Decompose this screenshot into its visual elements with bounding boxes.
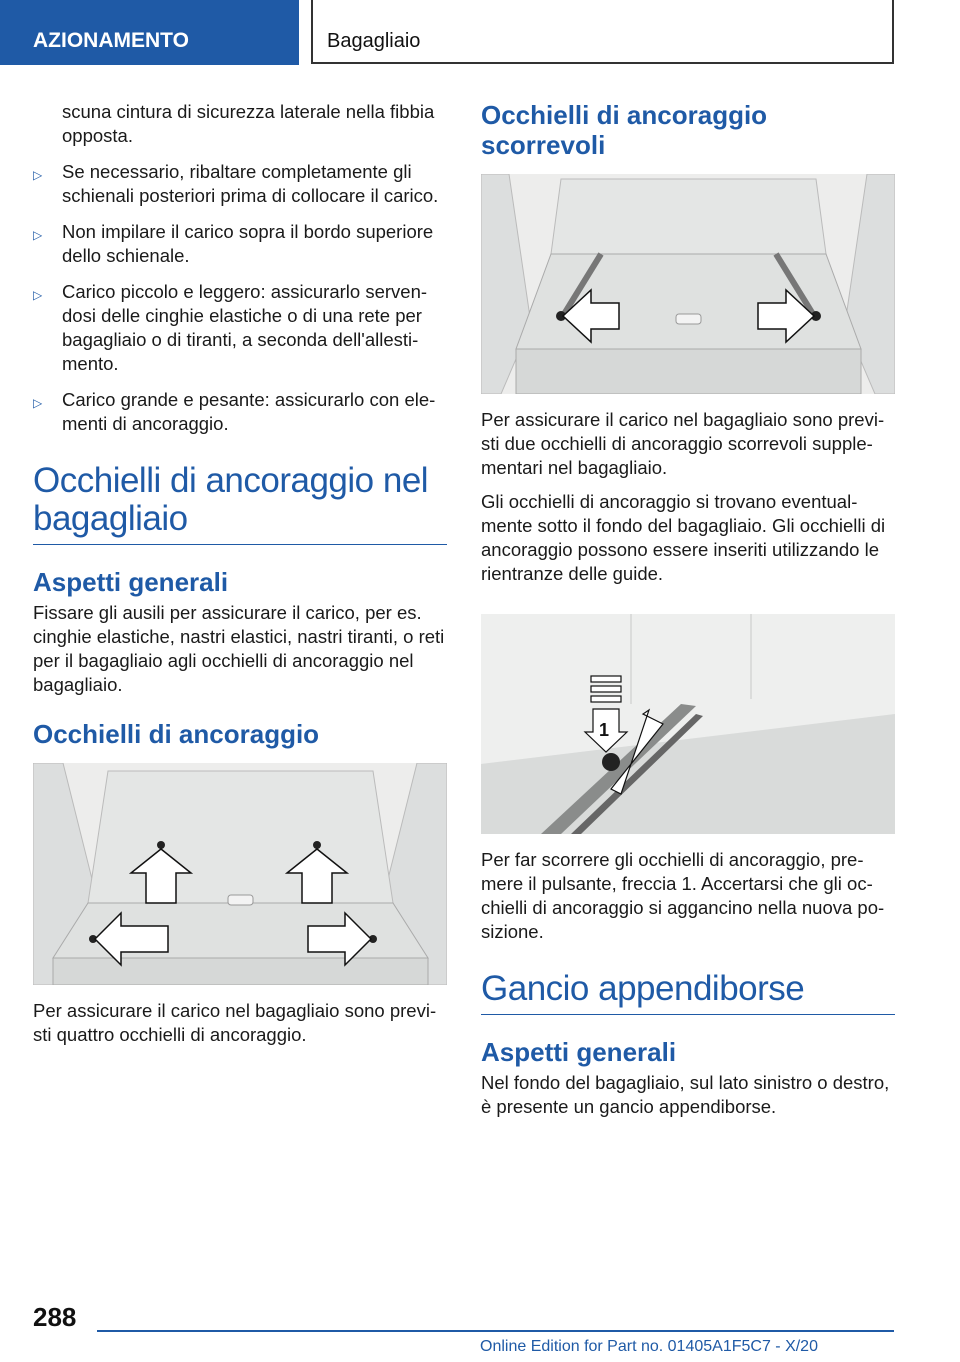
paragraph: Per far scorrere gli occhielli di ancoraggio, premere il pulsante, freccia 1. Accertarsi che gli occhielli di ancoraggio si aggancino nella nuova posizione. <box>481 849 885 942</box>
triangle-right-icon: ▷ <box>33 396 43 410</box>
triangle-right-icon: ▷ <box>33 228 43 242</box>
triangle-right-icon: ▷ <box>33 288 43 302</box>
sliding-anchor-illustration <box>481 174 895 394</box>
paragraph: Per assicurare il carico nel bagagliaio sono previsti quattro occhielli di ancoraggio. <box>33 1000 437 1045</box>
subheading-general: Aspetti generali <box>33 567 229 597</box>
paragraph: Fissare gli ausili per assicurare il carico, per es. cinghie elastiche, nastri elastici, nastri tiranti, o reti per il bagagliaio agli occhielli di ancoraggio nel bagagliaio. <box>33 602 445 695</box>
footer-edition: Online Edition for Part no. 01405A1F5C7 - X/20 <box>480 1338 818 1355</box>
page-number: 288 <box>33 1302 77 1332</box>
trunk-anchor-illustration <box>33 763 447 985</box>
list-item: ▷ Se necessario, ribaltare completamente gli schienali posteriori prima di collocare il carico. <box>33 161 439 206</box>
triangle-right-icon: ▷ <box>33 168 43 182</box>
subheading-general-hook: Aspetti generali <box>481 1037 677 1067</box>
right-column <box>481 100 895 1129</box>
paragraph: Per assicurare il carico nel bagagliaio sono previsti due occhielli di ancoraggio scorrevoli supplementari nel bagagliaio. <box>481 409 885 478</box>
section-heading-hook: Gancio appendiborse <box>481 970 895 1015</box>
section-title: AZIONAMENTO <box>33 29 189 52</box>
continuation-text: scuna cintura di sicurezza laterale nella fibbia opposta. <box>62 101 435 146</box>
subheading-anchor-points: Occhielli di ancoraggio <box>33 719 320 749</box>
paragraph: Nel fondo del bagagliaio, sul lato sinistro o destro, è presente un gancio appendiborse. <box>481 1072 890 1117</box>
bullet-list <box>33 160 447 436</box>
list-item: ▷ Carico grande e pesante: assicurarlo con elementi di ancoraggio. <box>33 389 436 434</box>
chapter-title: Bagagliaio <box>327 30 421 52</box>
header-title-box <box>311 0 894 64</box>
list-item: ▷ Non impilare il carico sopra il bordo superiore dello schienale. <box>33 221 434 266</box>
figure-label-1: 1 <box>599 720 610 740</box>
section-tab <box>0 0 299 65</box>
list-item: ▷ Carico piccolo e leggero: assicurarlo servendosi delle cinghie elastiche o di una rete per bagagliaio o di tiranti, a seconda dell'allestimento. <box>33 281 428 374</box>
footer-divider <box>97 1330 894 1332</box>
left-column <box>33 100 447 1057</box>
subheading-sliding-anchor: Occhielli di ancoraggio scorrevoli <box>481 100 768 160</box>
section-heading: Occhielli di ancoraggio nel bagagliaio <box>33 462 447 545</box>
paragraph: Gli occhielli di ancoraggio si trovano eventualmente sotto il fondo del bagagliaio. Gli occhielli di ancoraggio possono essere inseriti utilizzando le rientranze delle guide. <box>481 491 886 584</box>
rail-release-illustration <box>481 614 895 834</box>
